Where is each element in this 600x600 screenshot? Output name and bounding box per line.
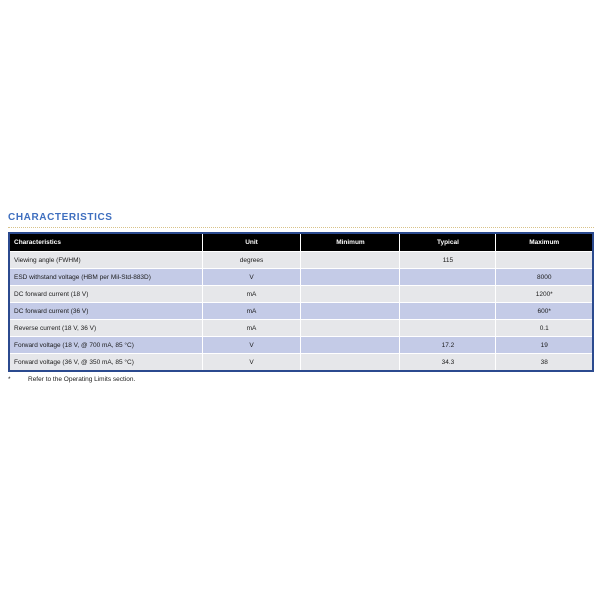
characteristics-table-frame: [8, 232, 594, 372]
cell-unit: mA: [202, 320, 301, 337]
table-row: [10, 303, 592, 320]
cell-typical: [400, 320, 496, 337]
header-minimum: Minimum: [301, 234, 400, 252]
cell-typical: [400, 303, 496, 320]
cell-unit: V: [202, 337, 301, 354]
cell-unit: mA: [202, 286, 301, 303]
cell-unit: mA: [202, 303, 301, 320]
cell-minimum: [301, 354, 400, 371]
header-typical: Typical: [400, 234, 496, 252]
cell-maximum: 19: [496, 337, 592, 354]
cell-characteristic: ESD withstand voltage (HBM per Mil-Std-883D): [10, 269, 202, 286]
table-row: [10, 269, 592, 286]
table-header-row: [10, 234, 592, 252]
characteristics-table: [10, 234, 592, 370]
cell-minimum: [301, 269, 400, 286]
footnote-text: Refer to the Operating Limits section.: [28, 376, 136, 383]
cell-characteristic: Viewing angle (FWHM): [10, 252, 202, 269]
cell-minimum: [301, 303, 400, 320]
cell-typical: 115: [400, 252, 496, 269]
cell-typical: 34.3: [400, 354, 496, 371]
cell-unit: degrees: [202, 252, 301, 269]
cell-unit: V: [202, 354, 301, 371]
cell-maximum: 38: [496, 354, 592, 371]
cell-maximum: 600*: [496, 303, 592, 320]
footnote-marker: *: [8, 376, 11, 383]
cell-minimum: [301, 320, 400, 337]
header-unit: Unit: [202, 234, 301, 252]
cell-maximum: 0.1: [496, 320, 592, 337]
footnote: [8, 376, 135, 383]
cell-minimum: [301, 337, 400, 354]
cell-minimum: [301, 252, 400, 269]
cell-typical: 17.2: [400, 337, 496, 354]
cell-characteristic: DC forward current (36 V): [10, 303, 202, 320]
table-row: [10, 320, 592, 337]
cell-unit: V: [202, 269, 301, 286]
cell-maximum: 8000: [496, 269, 592, 286]
cell-typical: [400, 269, 496, 286]
table-row: [10, 286, 592, 303]
header-characteristics: Characteristics: [10, 234, 202, 252]
table-row: [10, 354, 592, 371]
table-row: [10, 337, 592, 354]
cell-characteristic: Forward voltage (18 V, @ 700 mA, 85 °C): [10, 337, 202, 354]
cell-minimum: [301, 286, 400, 303]
title-divider: [8, 227, 594, 228]
cell-characteristic: Forward voltage (36 V, @ 350 mA, 85 °C): [10, 354, 202, 371]
cell-characteristic: DC forward current (18 V): [10, 286, 202, 303]
cell-characteristic: Reverse current (18 V, 36 V): [10, 320, 202, 337]
cell-maximum: [496, 252, 592, 269]
header-maximum: Maximum: [496, 234, 592, 252]
cell-maximum: 1200*: [496, 286, 592, 303]
cell-typical: [400, 286, 496, 303]
table-row: [10, 252, 592, 269]
section-title: CHARACTERISTICS: [8, 212, 113, 223]
